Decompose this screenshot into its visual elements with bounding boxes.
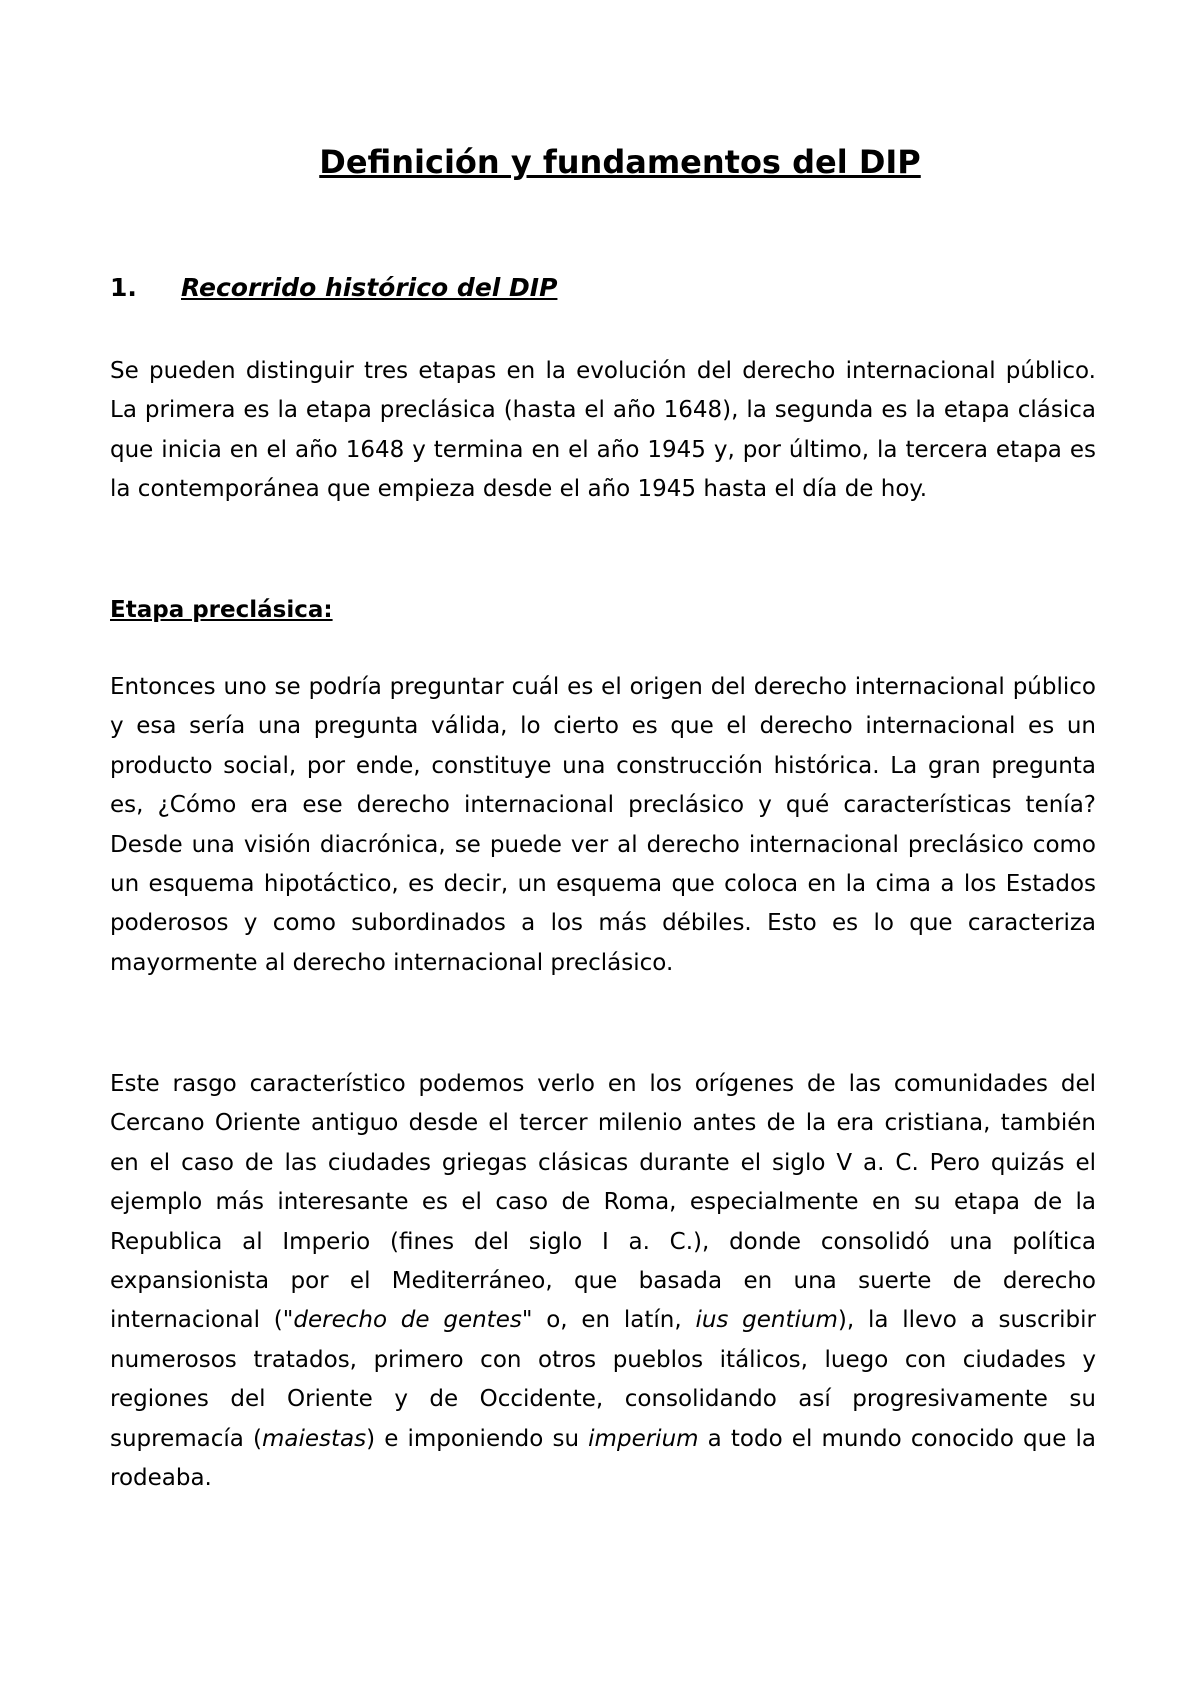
section-number: 1. bbox=[110, 273, 137, 302]
paragraph-intro: Se pueden distinguir tres etapas en la evolución del derecho internacional público. La primera es la etapa preclásica (hasta el año 1648), la segunda es la etapa clásica que inicia en el año 1648 y termina en el año 1945 y, por último, la tercera etapa es la contemporánea que empieza desde el año 1945 hasta el día de hoy. bbox=[110, 358, 1096, 503]
document-title: Definición y fundamentos del DIP bbox=[319, 143, 921, 181]
paragraph-roma-part1: Este rasgo característico podemos verlo en los orígenes de las comunidades del Cercano Oriente antiguo desde el tercer milenio antes de la era cristiana, también en el caso de las ciudades griegas clásicas durante el siglo V a. C. Pero quizás el ejemplo más interesante es el caso de Roma, especialmente en su etapa de la Republica al Imperio (fines del siglo I a. C.), donde consolidó una política expansionista por el Mediterráneo, que basada en una suerte de derecho internacional (" bbox=[110, 1071, 1096, 1334]
section-heading-text: Recorrido histórico del DIP bbox=[181, 273, 558, 302]
italic-maiestas: maiestas bbox=[262, 1425, 367, 1452]
italic-ius-gentium: ius gentium bbox=[695, 1307, 838, 1334]
paragraph-roma-part5: a todo el mundo conocido que la rodeaba. bbox=[110, 1425, 1096, 1492]
paragraph-roma-part4: ) e imponiendo su bbox=[366, 1425, 589, 1452]
paragraph-roma-part2: " o, en latín, bbox=[521, 1307, 696, 1334]
paragraph-roma-part3: ), la llevo a suscribir numerosos tratados, primero con otros pueblos itálicos, luego con ciudades y regiones del Oriente y de Occidente, consolidando así progresivamente su supremacía ( bbox=[110, 1307, 1096, 1452]
paragraph-roma bbox=[110, 1065, 1096, 1498]
italic-imperium: imperium bbox=[588, 1425, 699, 1452]
subheading-etapa-preclasica: Etapa preclásica: bbox=[110, 597, 333, 623]
paragraph-preclasica: Entonces uno se podría preguntar cuál es el origen del derecho internacional público y esa sería una pregunta válida, lo cierto es que el derecho internacional es un producto social, por ende, constituye una construcción histórica. La gran pregunta es, ¿Cómo era ese derecho internacional preclásico y qué características tenía? Desde una visión diacrónica, se puede ver al derecho internacional preclásico como un esquema hipotáctico, es decir, un esquema que coloca en la cima a los Estados poderosos y como subordinados a los más débiles. Esto es lo que caracteriza mayormente al derecho internacional preclásico. bbox=[110, 674, 1096, 976]
italic-derecho-de-gentes: derecho de gentes bbox=[293, 1307, 522, 1334]
section-heading bbox=[110, 270, 557, 306]
